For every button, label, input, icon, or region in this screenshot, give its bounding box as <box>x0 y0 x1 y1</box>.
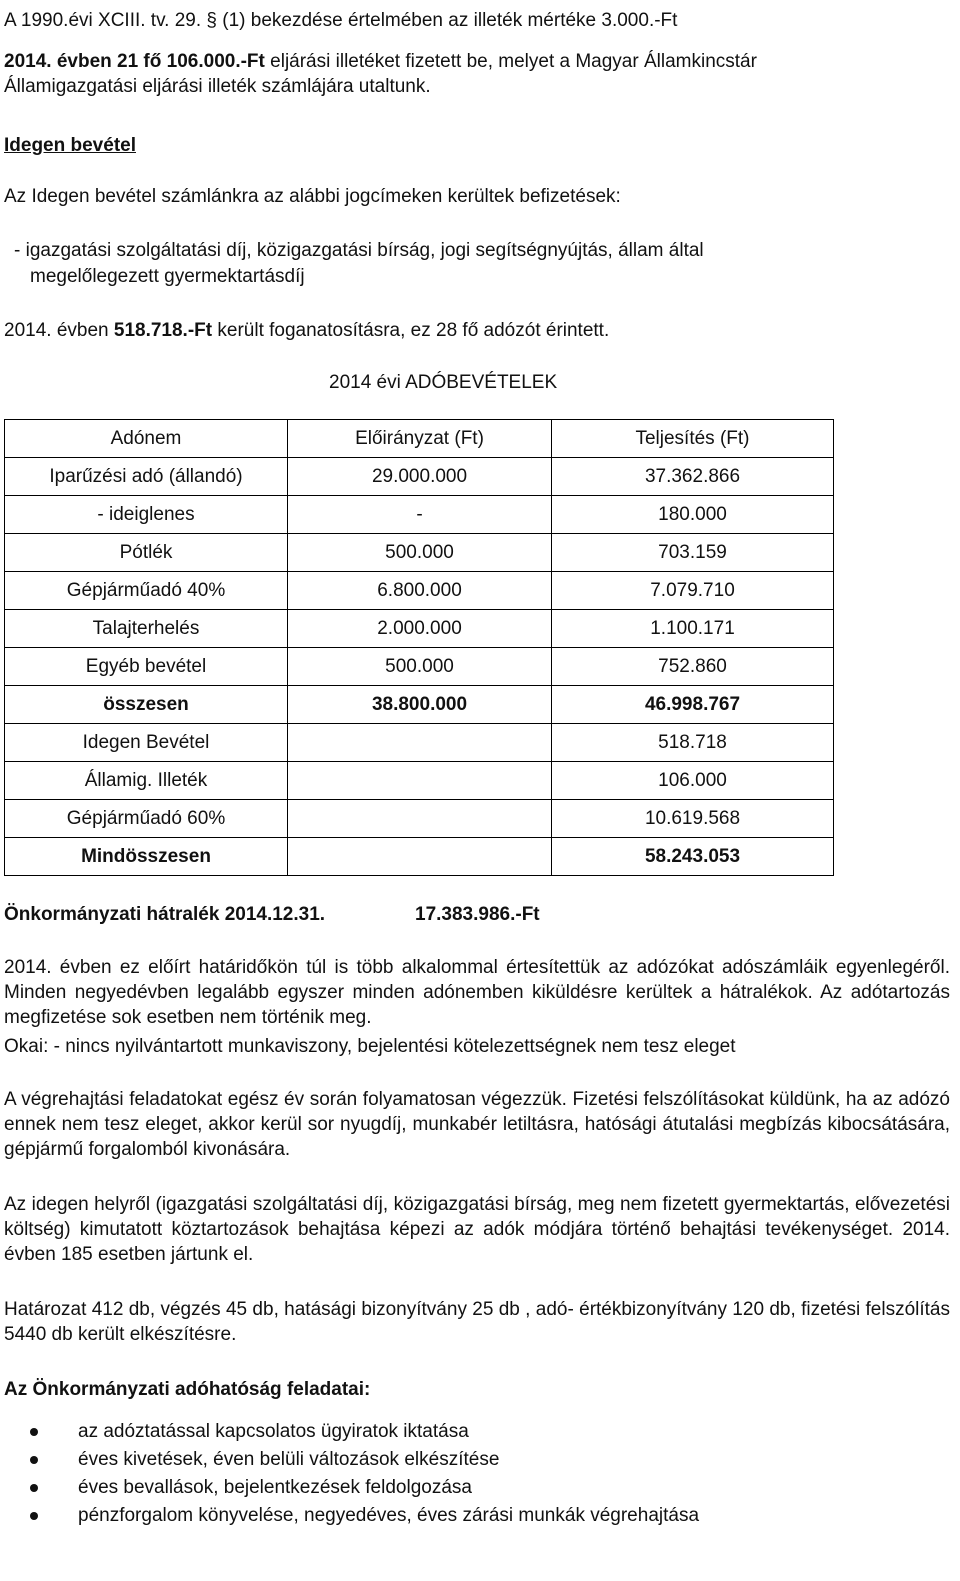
table-row <box>5 800 834 838</box>
table-row <box>5 572 834 610</box>
tasks-list <box>4 1418 950 1530</box>
table-cell: - ideiglenes <box>5 496 288 534</box>
idegen-item-line-1: - igazgatási szolgáltatási díj, közigazgatási bírság, jogi segítségnyújtás, állam által <box>14 240 704 261</box>
table-cell: Államig. Illeték <box>5 762 288 800</box>
table-cell: Mindösszesen <box>5 838 288 876</box>
list-item-text: éves bevallások, bejelentkezések feldolgozása <box>78 1477 472 1498</box>
table-cell <box>288 724 552 762</box>
table-cell: 703.159 <box>552 534 834 572</box>
bullet-icon <box>30 1456 38 1464</box>
table-row <box>5 458 834 496</box>
column-header: Előirányzat (Ft) <box>288 420 552 458</box>
table-cell: 180.000 <box>552 496 834 534</box>
intro-line-1: A 1990.évi XCIII. tv. 29. § (1) bekezdése értelmében az illeték mértéke 3.000.-Ft <box>4 10 678 31</box>
paragraph-external-debts: Az idegen helyről (igazgatási szolgáltatási díj, közigazgatási bírság, meg nem fizetett gyermektartás, elővezetési költség) kimutatott köztartozások behajtása képezi az adók módjára történő behajtási tevékenységet. 2014. évben 185 esetben jártunk el. <box>4 1194 950 1265</box>
paragraph-reasons: Okai: - nincs nyilvántartott munkaviszony, bejelentési kötelezettségnek nem tesz eleget <box>4 1036 736 1057</box>
list-item-text: az adóztatással kapcsolatos ügyiratok iktatása <box>78 1421 469 1442</box>
table-cell: 2.000.000 <box>288 610 552 648</box>
idegen-year-amount: 518.718.-Ft <box>113 320 213 341</box>
table-cell: 500.000 <box>288 648 552 686</box>
table-cell: 752.860 <box>552 648 834 686</box>
table-cell: - <box>288 496 552 534</box>
table-cell <box>288 762 552 800</box>
table-grand-total-row <box>5 838 834 876</box>
table-row <box>5 496 834 534</box>
table-cell: 6.800.000 <box>288 572 552 610</box>
table-cell: 500.000 <box>288 534 552 572</box>
table-cell: 518.718 <box>552 724 834 762</box>
table-cell: Iparűzési adó (állandó) <box>5 458 288 496</box>
table-cell <box>288 800 552 838</box>
table-cell: 10.619.568 <box>552 800 834 838</box>
table-cell: 37.362.866 <box>552 458 834 496</box>
table-row <box>5 762 834 800</box>
table-cell: 38.800.000 <box>288 686 552 724</box>
bullet-icon <box>30 1512 38 1520</box>
table-cell: 46.998.767 <box>552 686 834 724</box>
arrears-label: Önkormányzati hátralék 2014.12.31. <box>4 904 326 925</box>
table-cell: Egyéb bevétel <box>5 648 288 686</box>
table-total-row <box>5 686 834 724</box>
table-title-main: ADÓBEVÉTELEK <box>405 372 558 393</box>
column-header: Teljesítés (Ft) <box>552 420 834 458</box>
table-cell: 106.000 <box>552 762 834 800</box>
idegen-year-text-b: került foganatosításra, ez 28 fő adózót érintett. <box>212 320 610 341</box>
table-title-year: 2014 évi <box>329 372 406 393</box>
table-cell: 7.079.710 <box>552 572 834 610</box>
list-item <box>4 1418 950 1446</box>
bullet-icon <box>30 1428 38 1436</box>
idegen-year-text-a: 2014. évben <box>4 320 114 341</box>
paragraph-documents: Határozat 412 db, végzés 45 db, hatásági bizonyítvány 25 db , adó- értékbizonyítvány 120 db, fizetési felszólítás 5440 db került elkészítésre. <box>4 1299 950 1345</box>
table-row <box>5 534 834 572</box>
table-row <box>5 648 834 686</box>
table-cell: 58.243.053 <box>552 838 834 876</box>
table-row <box>5 724 834 762</box>
table-cell: Gépjárműadó 40% <box>5 572 288 610</box>
table-title <box>329 370 557 395</box>
bullet-icon <box>30 1484 38 1492</box>
list-item <box>4 1446 950 1474</box>
paragraph-notices: 2014. évben ez előírt határidőkön túl is több alkalommal értesítettük az adózókat adószámláik egyenlegéről. Minden negyedévben legalább egyszer minden adónemben kiküldésre kerültek a hátralékok. Az adótartozás megfizetése sok esetben nem történik meg. <box>4 957 950 1028</box>
table-cell: Talajterhelés <box>5 610 288 648</box>
idegen-year-summary <box>4 318 950 343</box>
table-cell: 29.000.000 <box>288 458 552 496</box>
column-header: Adónem <box>5 420 288 458</box>
idegen-heading: Idegen bevétel <box>4 135 136 156</box>
list-item-text: éves kivetések, éven belüli változások elkészítése <box>78 1449 500 1470</box>
table-cell <box>288 838 552 876</box>
table-cell: Gépjárműadó 60% <box>5 800 288 838</box>
table-cell: összesen <box>5 686 288 724</box>
list-item <box>4 1474 950 1502</box>
list-item <box>4 1502 950 1530</box>
idegen-intro: Az Idegen bevétel számlánkra az alábbi jogcímeken kerültek befizetések: <box>4 186 621 207</box>
idegen-item-line-2: megelőlegezett gyermektartásdíj <box>30 266 305 287</box>
intro-amount: 2014. évben 21 fő 106.000.-Ft <box>4 51 265 72</box>
table-cell: Pótlék <box>5 534 288 572</box>
intro-line-3: Államigazgatási eljárási illeték számlájára utaltunk. <box>4 76 431 97</box>
tax-table-body <box>5 420 834 876</box>
tasks-heading: Az Önkormányzati adóhatóság feladatai: <box>4 1379 371 1400</box>
list-item-text: pénzforgalom könyvelése, negyedéves, éves zárási munkák végrehajtása <box>78 1505 700 1526</box>
paragraph-enforcement: A végrehajtási feladatokat egész év során folyamatosan végezzük. Fizetési felszólításokat küldünk, ha az adózó ennek nem tesz eleget, akkor kerül sor nyugdíj, munkabér letiltásra, hatósági átutalási megbízás kibocsátására, gépjármű forgalomból kivonására. <box>4 1089 950 1160</box>
intro-line-2 <box>4 49 950 74</box>
arrears-line <box>4 902 950 927</box>
table-header-row <box>5 420 834 458</box>
table-cell: 1.100.171 <box>552 610 834 648</box>
arrears-amount: 17.383.986.-Ft <box>415 904 540 925</box>
table-row <box>5 610 834 648</box>
tax-revenue-table <box>4 419 834 876</box>
intro-line-2-rest: eljárási illetéket fizetett be, melyet a Magyar Államkincstár <box>264 51 757 72</box>
table-cell: Idegen Bevétel <box>5 724 288 762</box>
